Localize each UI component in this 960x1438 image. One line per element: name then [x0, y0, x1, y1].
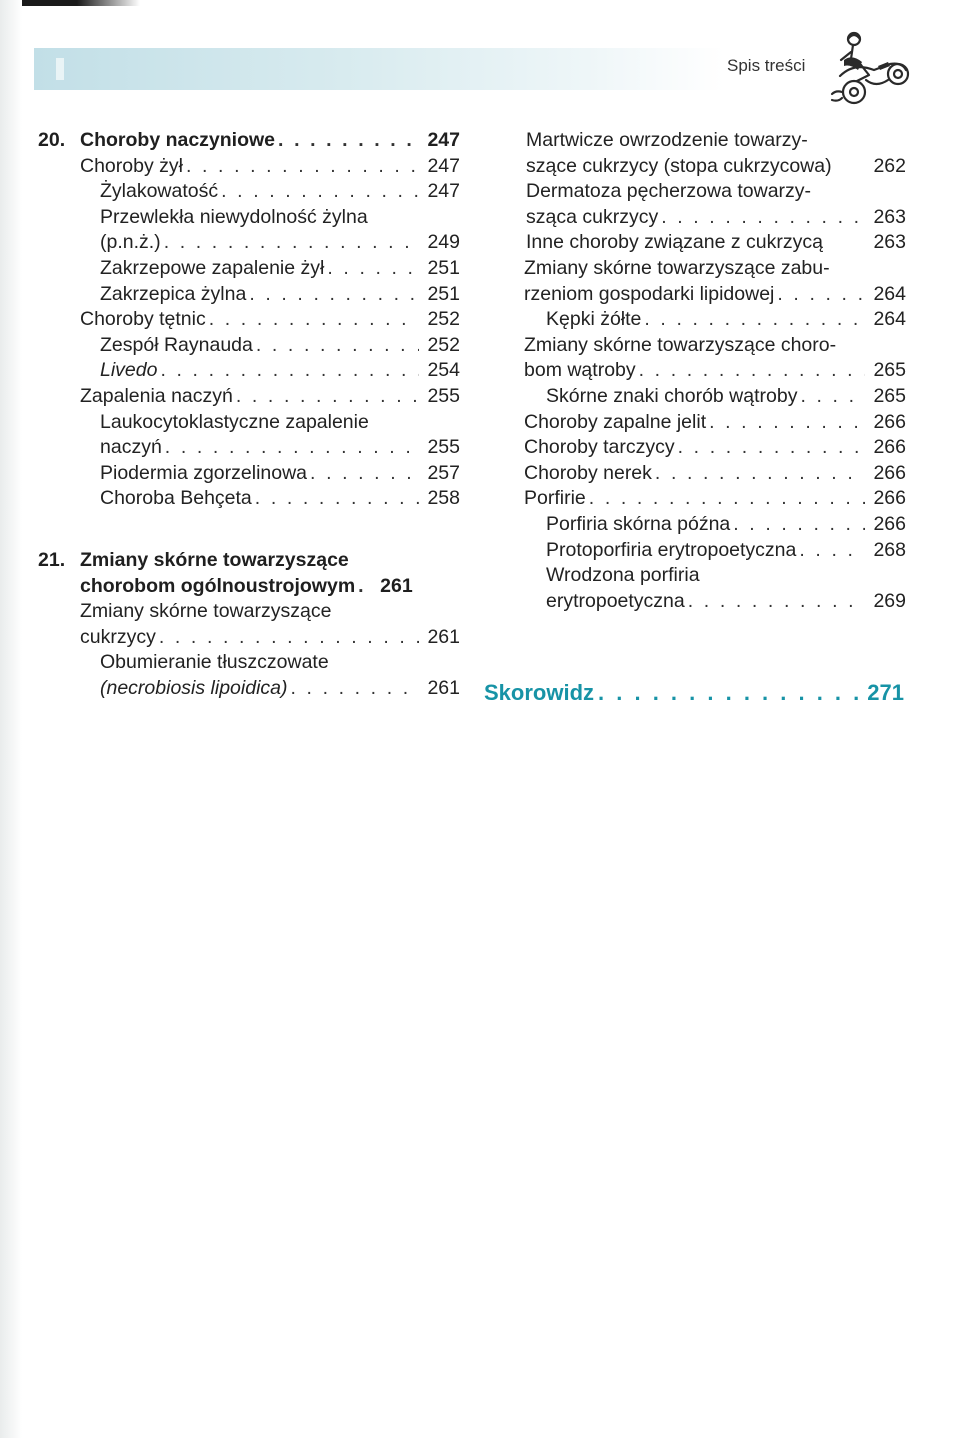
toc-entry[interactable] [484, 154, 906, 180]
entry-title: Skórne znaki chorób wątroby [546, 384, 798, 407]
toc-entry[interactable] [484, 230, 906, 256]
entry-title: erytropoetyczna [546, 589, 685, 612]
dot-leader [355, 574, 372, 600]
entry-title: Protoporfiria erytropoetyczna [546, 538, 797, 561]
toc-chapter-21-line1[interactable] [40, 548, 460, 574]
toc-entry[interactable] [484, 384, 906, 410]
page-number: 254 [427, 359, 460, 382]
page-number: 264 [873, 308, 906, 331]
toc-entry[interactable] [484, 435, 906, 461]
running-head: Spis treści [727, 56, 806, 75]
page-number: 261 [427, 625, 460, 648]
toc-chapter-21-line2[interactable] [40, 574, 460, 600]
chapter-gap [40, 512, 460, 548]
page-number: 262 [873, 154, 906, 177]
page-number: 266 [873, 487, 906, 510]
toc-entry-continued [40, 599, 460, 625]
entry-title: Zmiany skórne towarzyszące zabu- [524, 256, 830, 279]
toc-entry-continued [40, 205, 460, 231]
entry-title: (p.n.ż.) [100, 231, 161, 254]
dot-leader [307, 461, 419, 487]
chapter-number: 20. [38, 129, 66, 151]
chapter-title: chorobom ogólnoustrojowym [80, 574, 356, 597]
toc-right-column [484, 128, 906, 614]
dot-leader [157, 358, 419, 384]
dot-leader [324, 256, 419, 282]
dot-leader [162, 435, 420, 461]
entry-title: Obumieranie tłuszczowate [100, 651, 329, 674]
entry-title: bom wątroby [524, 359, 636, 382]
entry-title: cukrzycy [80, 625, 156, 648]
entry-title: Martwicze owrzodzenie towarzy- [526, 129, 808, 151]
chapter-title: Choroby naczyniowe [80, 129, 276, 151]
toc-entry-continued [40, 650, 460, 676]
dot-leader [218, 179, 419, 205]
toc-entry[interactable] [484, 486, 906, 512]
toc-entry[interactable] [40, 358, 460, 384]
toc-entry[interactable] [40, 282, 460, 308]
toc-entry[interactable] [484, 307, 906, 333]
entry-title: Choroby zapalne jelit [524, 410, 707, 433]
toc-entry[interactable] [484, 282, 906, 308]
page-number: 266 [873, 461, 906, 484]
toc-entry[interactable] [40, 154, 460, 180]
entry-title: Choroby nerek [524, 461, 652, 484]
dot-leader [636, 358, 866, 384]
toc-entry[interactable] [484, 589, 906, 615]
page-number: 266 [873, 512, 906, 535]
header-band-tick [56, 58, 64, 80]
toc-entry[interactable] [484, 538, 906, 564]
dot-leader [685, 589, 866, 615]
toc-entry-continued [484, 256, 906, 282]
page-number: 251 [427, 256, 460, 279]
dot-leader [252, 486, 420, 512]
page-number: 261 [427, 676, 460, 699]
entry-title: Laukocytoklastyczne zapalenie [100, 410, 369, 433]
entry-title: szące cukrzycy (stopa cukrzycowa) [526, 154, 832, 177]
dot-leader [730, 512, 865, 538]
entry-title: Żylakowatość [100, 180, 219, 203]
index-title: Skorowidz [484, 680, 595, 705]
dot-leader [641, 307, 865, 333]
toc-entry[interactable] [484, 358, 906, 384]
chapter-number: 21. [38, 548, 66, 571]
dot-leader [586, 486, 866, 512]
entry-title: rzeniom gospodarki lipidowej [524, 282, 775, 305]
page-number: 263 [873, 231, 906, 254]
page-number: 252 [427, 308, 460, 331]
entry-title: Dermatoza pęcherzowa towarzy- [526, 180, 812, 203]
entry-title: Zakrzepica żylna [100, 282, 247, 305]
entry-title: (necrobiosis lipoidica) [100, 676, 288, 699]
page-number: 266 [873, 410, 906, 433]
entry-title: sząca cukrzycy [526, 205, 659, 228]
page-number: 249 [427, 231, 460, 254]
page-number: 252 [427, 333, 460, 356]
toc-entry[interactable] [40, 230, 460, 256]
dot-leader [594, 678, 859, 708]
toc-entry-continued [484, 179, 906, 205]
toc-entry[interactable] [40, 256, 460, 282]
entry-title: Choroby żył [80, 154, 183, 177]
dot-leader [774, 282, 865, 308]
toc-entry[interactable] [40, 461, 460, 487]
entry-title: Piodermia zgorzelinowa [100, 461, 308, 484]
dot-leader [156, 625, 420, 651]
entry-title: Inne choroby związane z cukrzycą [526, 231, 823, 254]
page-number: 255 [427, 436, 460, 459]
toc-entry-continued [40, 410, 460, 436]
dot-leader [275, 128, 419, 154]
header-band [34, 48, 724, 90]
toc-entry[interactable] [484, 461, 906, 487]
page-number: 255 [427, 384, 460, 407]
entry-title: Zapalenia naczyń [80, 384, 233, 407]
entry-title: Choroby tętnic [80, 308, 206, 331]
toc-entry[interactable] [40, 179, 460, 205]
toc-left-column [40, 128, 460, 701]
page-number: 247 [427, 129, 460, 151]
entry-title: Livedo [100, 359, 158, 382]
dot-leader [706, 410, 865, 436]
dot-leader [797, 384, 865, 410]
page-number: 261 [380, 574, 413, 597]
toc-entry[interactable] [40, 307, 460, 333]
dot-leader [652, 461, 866, 487]
toc-entry[interactable] [40, 676, 460, 702]
page-number: 247 [427, 154, 460, 177]
entry-title: Zespół Raynauda [100, 333, 253, 356]
page-edge-shadow [0, 0, 22, 1438]
dot-leader [161, 230, 420, 256]
page-number: 247 [427, 180, 460, 203]
page-number: 263 [873, 205, 906, 228]
entry-title: Wrodzona porfiria [546, 564, 700, 587]
entry-title: Choroba Behçeta [100, 487, 252, 510]
page-number: 257 [427, 461, 460, 484]
entry-title: Kępki żółte [546, 308, 642, 331]
dot-leader [658, 205, 865, 231]
toc-index-entry[interactable] [484, 678, 904, 708]
toc-entry[interactable] [40, 625, 460, 651]
dot-leader [253, 333, 420, 359]
chapter-title: Zmiany skórne towarzyszące [80, 548, 349, 571]
toc-entry[interactable] [484, 410, 906, 436]
entry-title: Zmiany skórne towarzyszące choro- [524, 333, 837, 356]
entry-title: Zmiany skórne towarzyszące [80, 600, 332, 623]
entry-title: naczyń [100, 436, 162, 459]
page-number: 269 [873, 589, 906, 612]
index-page-number: 271 [867, 680, 904, 705]
page-number: 265 [873, 359, 906, 382]
entry-title: Przewlekła niewydolność żylna [100, 205, 368, 228]
dot-leader [233, 384, 420, 410]
dot-leader [206, 307, 420, 333]
page-number: 251 [427, 282, 460, 305]
dot-leader [183, 154, 419, 180]
entry-title: Porfiria skórna późna [546, 512, 731, 535]
toc-chapter-20[interactable] [40, 128, 460, 154]
page-number: 258 [427, 487, 460, 510]
toc-entry-continued [484, 333, 906, 359]
toc-entry[interactable] [484, 205, 906, 231]
toc-entry-continued [484, 563, 906, 589]
page-number: 264 [873, 282, 906, 305]
dot-leader [288, 676, 420, 702]
toc-entry[interactable] [40, 333, 460, 359]
dot-leader [796, 538, 865, 564]
entry-title: Zakrzepowe zapalenie żył [100, 256, 325, 279]
page-number: 265 [873, 384, 906, 407]
entry-title: Porfirie [524, 487, 586, 510]
page-number: 268 [873, 538, 906, 561]
toc-entry[interactable] [40, 384, 460, 410]
dot-leader [246, 282, 419, 308]
toc-entry-continued [484, 128, 906, 154]
dot-leader [675, 435, 866, 461]
toc-entry[interactable] [484, 512, 906, 538]
page-number: 266 [873, 436, 906, 459]
motorcyclist-logo-icon [826, 30, 916, 106]
toc-entry[interactable] [40, 435, 460, 461]
entry-title: Choroby tarczycy [524, 436, 675, 459]
toc-entry[interactable] [40, 486, 460, 512]
